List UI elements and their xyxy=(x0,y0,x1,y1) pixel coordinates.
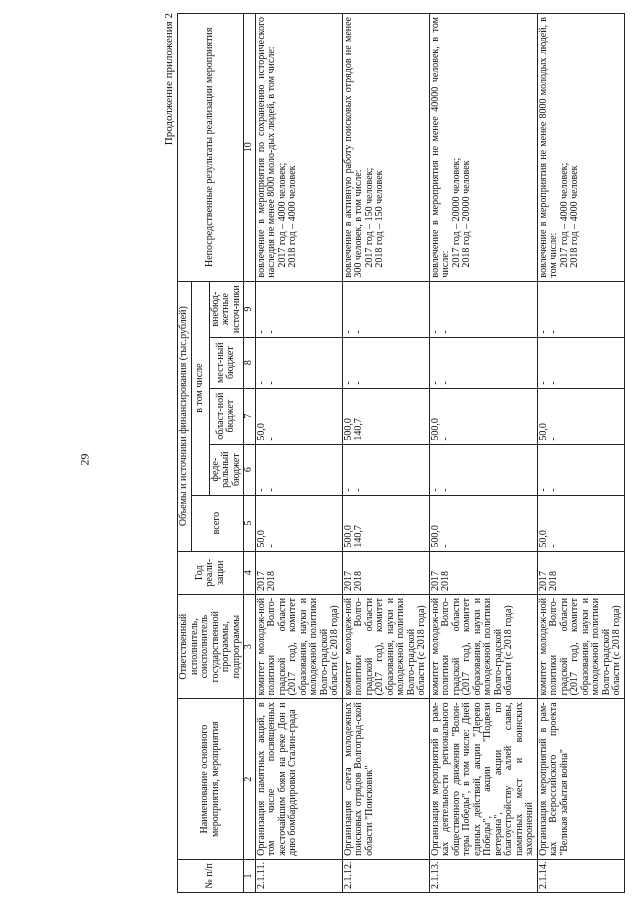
row-regional: 500,0 - xyxy=(429,388,537,444)
column-numbers-row xyxy=(244,14,256,893)
result-years: 2017 год – 20000 человек; 2018 год – 20000 человек xyxy=(450,157,472,268)
row-name: Организация мероприятий в рам-ках Всероссийского проекта "Великая забытая война" xyxy=(537,699,624,860)
col-number: 7 xyxy=(244,388,256,444)
header-incl: в том числе xyxy=(191,281,209,495)
col-number: 3 xyxy=(244,594,256,698)
row-regional: 500,0 140,7 xyxy=(342,388,429,444)
row-federal: - - xyxy=(537,444,624,495)
table-row xyxy=(342,14,429,893)
row-no: 2.1.11. xyxy=(255,859,342,892)
row-responsible: комитет молодеж-ной политики Волго-градской области (2017 год), комитет образования, науки и молодежной политики Волго-градской области (с 2018 года) xyxy=(342,594,429,698)
row-years: 2017 2018 xyxy=(342,551,429,594)
header-local: мест-ный бюджет xyxy=(209,337,244,388)
result-years: 2017 год – 4000 человек; 2018 год – 4000 человек xyxy=(558,162,580,268)
col-number: 8 xyxy=(244,337,256,388)
row-result xyxy=(342,14,429,282)
row-result xyxy=(255,14,342,282)
col-number: 1 xyxy=(244,859,256,892)
col-number: 6 xyxy=(244,444,256,495)
document-body xyxy=(163,13,625,893)
row-result xyxy=(537,14,624,282)
header-federal: феде-ральный бюджет xyxy=(209,444,244,495)
row-total: 50,0 - xyxy=(537,495,624,551)
table-row xyxy=(429,14,537,893)
col-number: 5 xyxy=(244,495,256,551)
row-federal: - - xyxy=(342,444,429,495)
col-number: 10 xyxy=(244,14,256,282)
row-responsible: комитет молодеж-ной политики Волго-градской области (2017 год), комитет образования, науки и молодежной политики Волго-градской области (с 2018 года) xyxy=(537,594,624,698)
activities-table xyxy=(177,13,625,893)
row-responsible: комитет молодеж-ной политики Волго-градской области (2017 год), комитет образования, науки и молодежной политики Волго-градской области (с 2018 года) xyxy=(255,594,342,698)
row-regional: 50,0 - xyxy=(255,388,342,444)
result-years: 2017 год – 150 человек; 2018 год – 150 человек xyxy=(363,167,385,268)
header-finance: Объемы и источники финансирования (тыс.рублей) xyxy=(178,281,192,551)
row-no: 2.1.13. xyxy=(429,859,537,892)
row-local: - - xyxy=(537,337,624,388)
header-extra: внебюд-жетные источ-ники xyxy=(209,281,244,337)
header-name: Наименование основного мероприятия, мероприятия xyxy=(178,699,244,860)
row-years: 2017 2018 xyxy=(255,551,342,594)
row-name: Организация мероприятий в рам-ках деятельности регионального общественного движения "Волон-теры Победы", в том числе: Дней единых действий, акции "Дерево Победы", акции "Подвези ветерана", акции по благоустройству аллей славы, памятных мест и воинских захоронений xyxy=(429,699,537,860)
row-total: 500,0 - xyxy=(429,495,537,551)
row-responsible: комитет молодеж-ной политики Волго-градской области (2017 год), комитет образования, науки и молодежной политики Волго-градской области (с 2018 года) xyxy=(429,594,537,698)
header-responsible: Ответственный исполнитель, соисполнитель государственной программы, подпрограммы xyxy=(178,594,244,698)
row-local: - - xyxy=(255,337,342,388)
result-main: вовлечение в активную работу поисковых отрядов не менее 300 человек, в том числе: xyxy=(342,17,364,278)
row-result xyxy=(429,14,537,282)
result-main: вовлечение в мероприятия не менее 8000 молодых людей, в том числе: xyxy=(537,17,559,278)
header-no: № п/п xyxy=(178,859,244,892)
row-no: 2.1.14. xyxy=(537,859,624,892)
result-years: 2017 год – 4000 человек; 2018 год – 4000 человек xyxy=(276,162,298,268)
result-main: вовлечение в мероприятия не менее 40000 человек, в том числе: xyxy=(429,17,451,278)
result-main: вовлечение в мероприятия по сохранению исторического наследия не менее 8000 моло-дых людей, в том числе: xyxy=(255,17,277,278)
row-local: - - xyxy=(342,337,429,388)
col-number: 9 xyxy=(244,281,256,337)
row-federal: - - xyxy=(429,444,537,495)
header-result: Непосредственные результаты реализации мероприятия xyxy=(178,14,244,282)
row-total: 500,0 140,7 xyxy=(342,495,429,551)
header-regional: област-ной бюджет xyxy=(209,388,244,444)
header-total: всего xyxy=(191,495,244,551)
row-federal: - - xyxy=(255,444,342,495)
row-total: 50,0 - xyxy=(255,495,342,551)
row-regional: 50,0 - xyxy=(537,388,624,444)
col-number: 4 xyxy=(244,551,256,594)
row-name: Организация слета молодежных поисковых отрядов Волгоград-ской области "Поисковик" xyxy=(342,699,429,860)
rotated-page-content xyxy=(155,0,640,905)
header-row-1 xyxy=(178,14,192,893)
row-local: - - xyxy=(429,337,537,388)
table-row xyxy=(255,14,342,893)
table-row xyxy=(537,14,624,893)
row-no: 2.1.12. xyxy=(342,859,429,892)
header-year: Год реали-зации xyxy=(178,551,244,594)
row-extra: - - xyxy=(537,281,624,337)
row-extra: - - xyxy=(342,281,429,337)
row-years: 2017 2018 xyxy=(537,551,624,594)
row-extra: - - xyxy=(429,281,537,337)
row-extra: - - xyxy=(255,281,342,337)
appendix-caption: Продолжение приложения 2 xyxy=(163,13,175,146)
row-years: 2017 2018 xyxy=(429,551,537,594)
page-number: 29 xyxy=(77,453,92,466)
col-number: 2 xyxy=(244,699,256,860)
row-name: Организация памятных акций, в том числе посвященных жесточайшим боям на реке Дон и дню бомбардировки Сталин-града xyxy=(255,699,342,860)
